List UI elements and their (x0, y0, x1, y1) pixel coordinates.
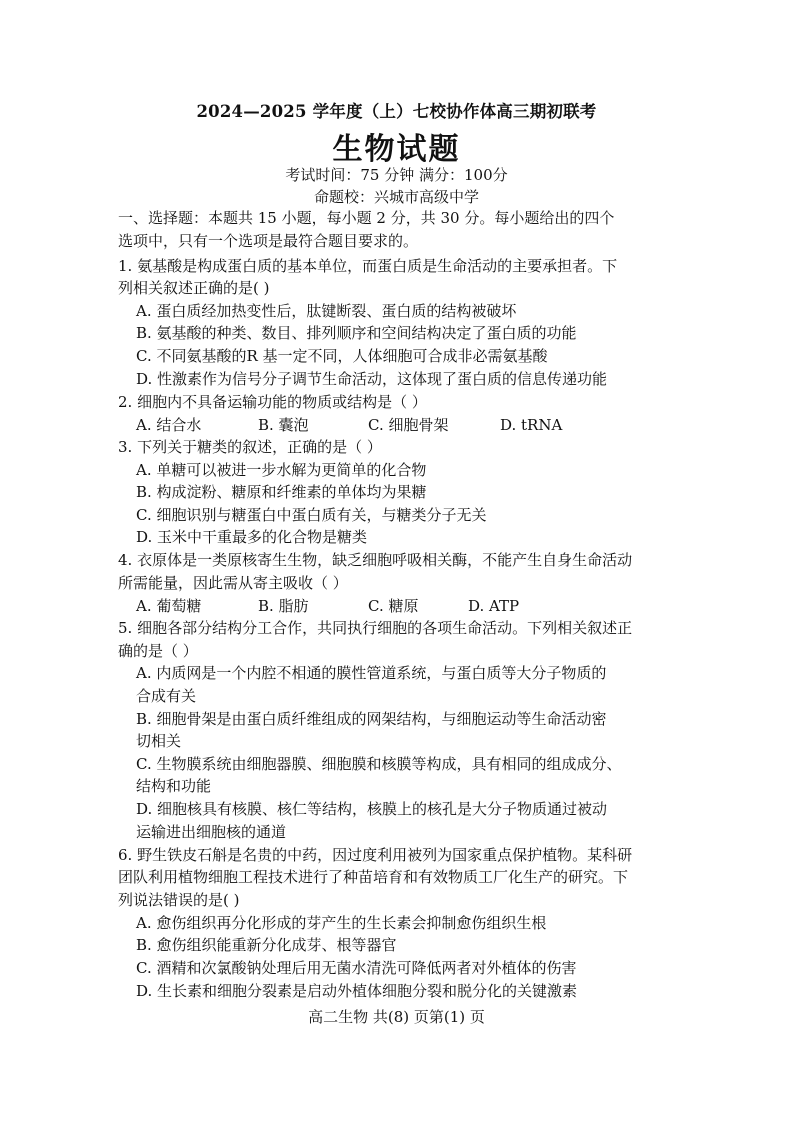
q4-option-b: B. 脂肪 (258, 597, 309, 615)
q5-option-c-line2: 结构和功能 (136, 777, 212, 795)
q6-option-d: D. 生长素和细胞分裂素是启动外植体细胞分裂和脱分化的关键激素 (136, 982, 578, 1000)
q1-option-d: D. 性激素作为信号分子调节生命活动，这体现了蛋白质的信息传递功能 (136, 370, 608, 388)
q1-option-a: A. 蛋白质经加热变性后，肽键断裂、蛋白质的结构被破坏 (136, 302, 517, 320)
q3-stem: 3. 下列关于糖类的叙述，正确的是（ ） (118, 438, 382, 456)
q5-option-d-line2: 运输进出细胞核的通道 (136, 823, 287, 841)
q4-stem-line2: 所需能量，因此需从寄主吸收（ ） (118, 574, 348, 592)
q1-option-b: B. 氨基酸的种类、数目、排列顺序和空间结构决定了蛋白质的功能 (136, 324, 577, 342)
subject-title: 生物试题 (332, 132, 461, 167)
q6-option-c: C. 酒精和次氯酸钠处理后用无菌水清洗可降低两者对外植体的伤害 (136, 959, 577, 977)
q5-stem-line1: 5. 细胞各部分结构分工合作，共同执行细胞的各项生命活动。下列相关叙述正 (118, 619, 633, 637)
q2-option-d: D. tRNA (500, 416, 563, 434)
q2-option-a: A. 结合水 (136, 416, 202, 434)
q5-option-b-line2: 切相关 (136, 732, 182, 750)
q6-option-b: B. 愈伤组织能重新分化成芽、根等器官 (136, 936, 397, 954)
q4-stem-line1: 4. 衣原体是一类原核寄生生物，缺乏细胞呼吸相关酶，不能产生自身生命活动 (118, 551, 633, 569)
q6-stem-line1: 6. 野生铁皮石斛是名贵的中药，因过度利用被列为国家重点保护植物。某科研 (118, 846, 633, 864)
exam-info: 考试时间：75 分钟 满分：100分 (285, 166, 508, 184)
q6-stem-line2: 团队利用植物细胞工程技术进行了种苗培育和有效物质工厂化生产的研究。下 (118, 868, 629, 886)
q6-option-a: A. 愈伤组织再分化形成的芽产生的生长素会抑制愈伤组织生根 (136, 914, 547, 932)
q4-option-c: C. 糖原 (368, 597, 419, 615)
q5-stem-line2: 确的是（ ） (118, 642, 198, 660)
exam-title-line: 2024—2025 学年度（上）七校协作体高三期初联考 (196, 102, 597, 121)
q5-option-d-line1: D. 细胞核具有核膜、核仁等结构，核膜上的核孔是大分子物质通过被动 (136, 800, 608, 818)
q4-option-a: A. 葡萄糖 (136, 597, 202, 615)
section-intro-line1: 一、选择题：本题共 15 小题，每小题 2 分，共 30 分。每小题给出的四个 (118, 209, 615, 227)
q4-option-d: D. ATP (468, 597, 520, 615)
q5-option-b-line1: B. 细胞骨架是由蛋白质纤维组成的网架结构，与细胞运动等生命活动密 (136, 710, 607, 728)
q2-option-c: C. 细胞骨架 (368, 416, 449, 434)
q3-option-d: D. 玉米中干重最多的化合物是糖类 (136, 528, 368, 546)
q5-option-c-line1: C. 生物膜系统由细胞器膜、细胞膜和核膜等构成，具有相同的组成成分、 (136, 755, 622, 773)
q3-option-b: B. 构成淀粉、糖原和纤维素的单体均为果糖 (136, 483, 427, 501)
section-intro-line2: 选项中，只有一个选项是最符合题目要求的。 (118, 232, 419, 250)
q3-option-c: C. 细胞识别与糖蛋白中蛋白质有关，与糖类分子无关 (136, 506, 487, 524)
q5-option-a-line2: 合成有关 (136, 687, 197, 705)
q6-stem-line3: 列说法错误的是( ) (118, 891, 240, 909)
q3-option-a: A. 单糖可以被进一步水解为更简单的化合物 (136, 461, 427, 479)
q2-option-b: B. 囊泡 (258, 416, 309, 434)
page-footer: 高二生物 共(8) 页第(1) 页 (308, 1008, 485, 1026)
q1-option-c: C. 不同氨基酸的R 基一定不同，人体细胞可合成非必需氨基酸 (136, 347, 548, 365)
q1-stem-line2: 列相关叙述正确的是( ) (118, 279, 270, 297)
school-info: 命题校：兴城市高级中学 (313, 188, 479, 206)
q1-stem-line1: 1. 氨基酸是构成蛋白质的基本单位，而蛋白质是生命活动的主要承担者。下 (118, 257, 618, 275)
q5-option-a-line1: A. 内质网是一个内腔不相通的膜性管道系统，与蛋白质等大分子物质的 (136, 664, 607, 682)
q2-stem: 2. 细胞内不具备运输功能的物质或结构是（ ） (118, 393, 427, 411)
